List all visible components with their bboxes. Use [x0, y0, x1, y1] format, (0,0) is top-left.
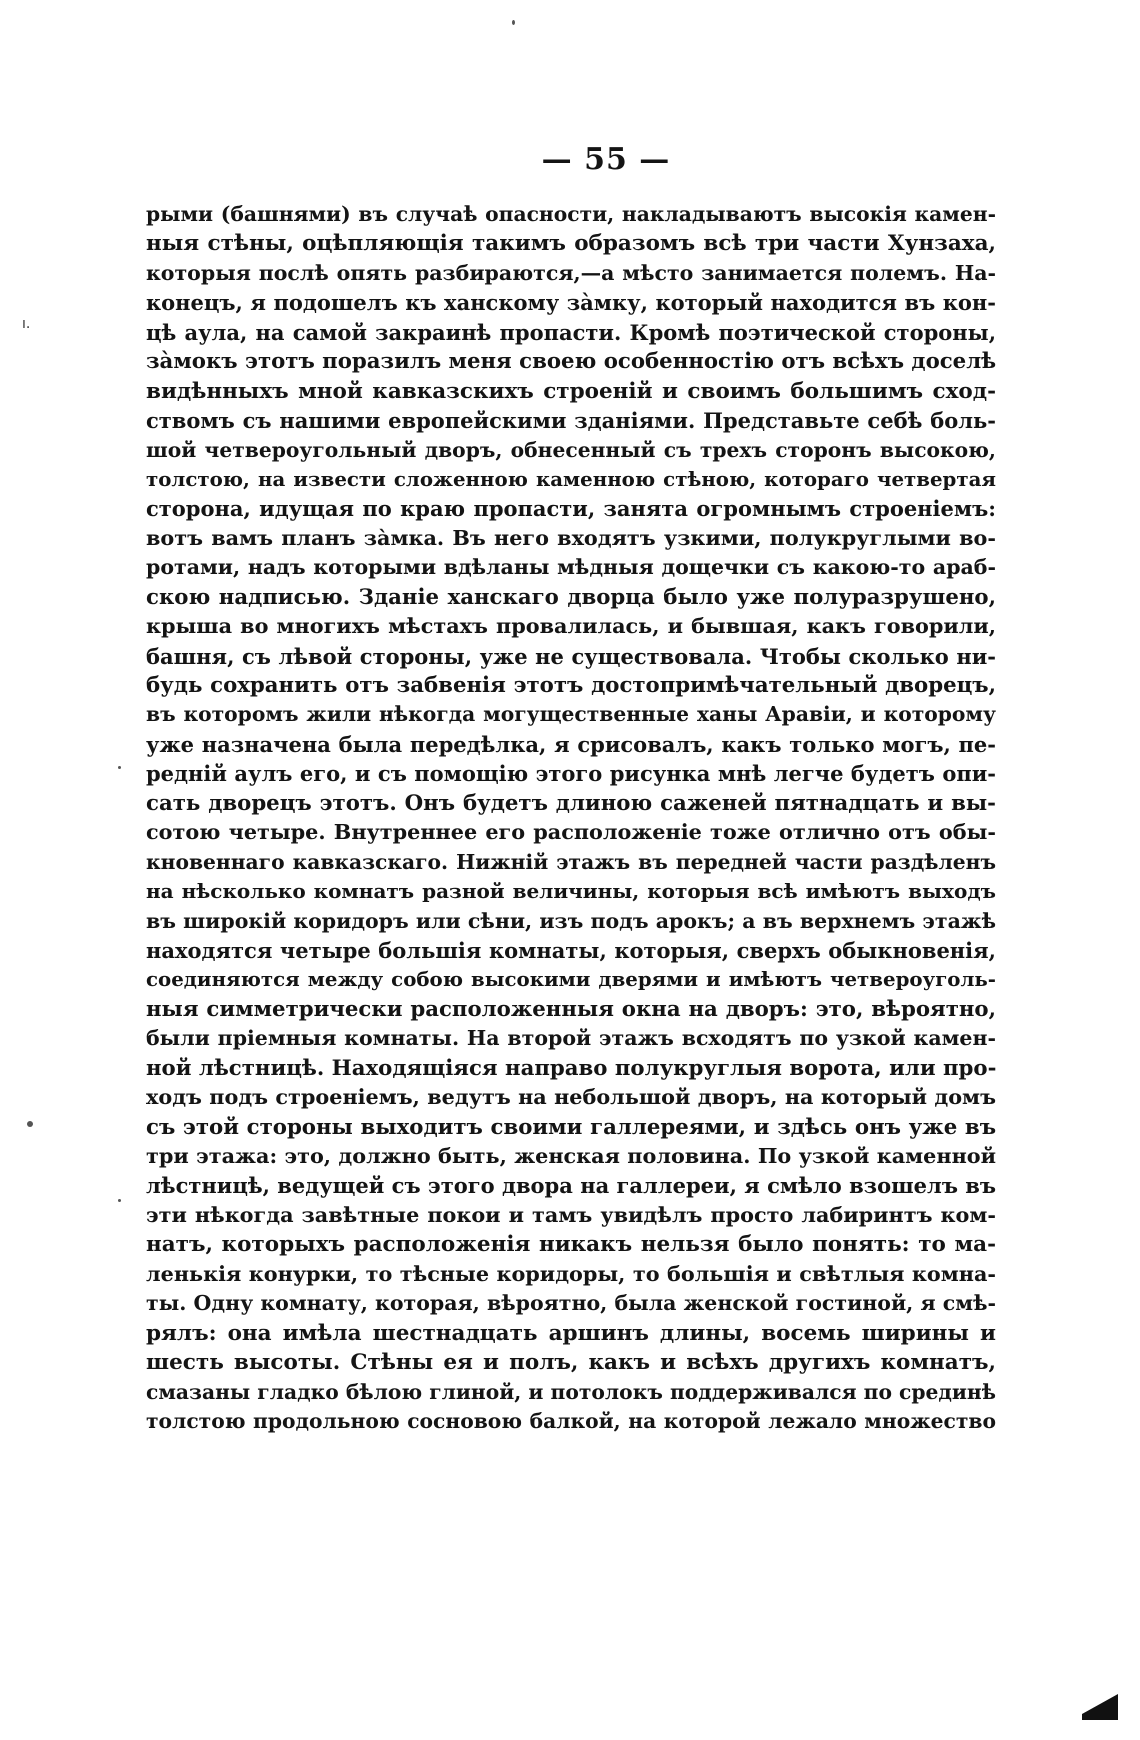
- text-line: которыя послѣ опять разбираются,—а мѣсто занимается полемъ. На-: [146, 260, 996, 285]
- text-line: съ этой стороны выходитъ своими галлереями, и здѣсь онъ уже въ: [146, 1114, 996, 1140]
- text-line: кновеннаго кавказскаго. Нижній этажъ въ передней части раздѣленъ: [146, 849, 996, 874]
- text-line: были пріемныя комнаты. На второй этажъ всходятъ по узкой камен-: [146, 1026, 996, 1051]
- text-line: на нѣсколько комнатъ разной величины, которыя всѣ имѣютъ выходъ: [146, 879, 996, 904]
- text-line: будь сохранить отъ забвенія этотъ достопримѣчательный дворецъ,: [146, 673, 996, 698]
- text-line: ходъ подъ строеніемъ, ведутъ на небольшой дворъ, на который домъ: [146, 1085, 996, 1110]
- margin-speck: [118, 1199, 121, 1202]
- text-line: три этажа: это, должно быть, женская половина. По узкой каменной: [146, 1144, 996, 1168]
- margin-speck: ı.: [22, 316, 31, 332]
- margin-speck: [27, 1121, 33, 1127]
- text-line: сторона, идущая по краю пропасти, занята огромнымъ строеніемъ:: [146, 496, 996, 522]
- text-line: рялъ: она имѣла шестнадцать аршинъ длины, восемь ширины и: [146, 1320, 996, 1346]
- text-line: эти нѣкогда завѣтные покои и тамъ увидѣлъ просто лабиринтъ ком-: [146, 1202, 996, 1227]
- text-line: скою надписью. Зданіе ханскаго дворца было уже полуразрушено,: [146, 584, 996, 610]
- text-line: находятся четыре большія комнаты, которыя, сверхъ обыкновенія,: [146, 937, 996, 963]
- text-line: ствомъ съ нашими европейскими зданіями. Представьте себѣ боль-: [146, 408, 996, 434]
- text-line: смазаны гладко бѣлою глиной, и потолокъ поддерживался по срединѣ: [146, 1379, 996, 1404]
- text-line: ротами, надъ которыми вдѣланы мѣдныя дощечки съ какою-то араб-: [146, 555, 996, 580]
- text-line: цѣ аула, на самой закраинѣ пропасти. Кромѣ поэтической стороны,: [146, 319, 996, 345]
- text-line: толстою, на извести сложенною каменною стѣною, котораго четвертая: [146, 466, 996, 491]
- text-line: ленькія конурки, то тѣсные коридоры, то большія и свѣтлыя комна-: [146, 1261, 996, 1286]
- text-line: натъ, которыхъ расположенія никакъ нельзя было понять: то ма-: [146, 1232, 996, 1258]
- text-line: соединяются между собою высокими дверями и имѣютъ четвероуголь-: [146, 967, 996, 992]
- margin-speck: [512, 20, 515, 25]
- text-line: ты. Одну комнату, которая, вѣроятно, была женской гостиной, я смѣ-: [146, 1291, 996, 1316]
- text-line: толстою продольною сосновою балкой, на которой лежало множество: [146, 1408, 996, 1433]
- text-line: крыша во многихъ мѣстахъ провалилась, и бывшая, какъ говорили,: [146, 614, 996, 639]
- text-line: шой четвероугольный дворъ, обнесенный съ трехъ сторонъ высокою,: [146, 437, 996, 462]
- text-line: видѣнныхъ мной кавказскихъ строеній и своимъ большимъ сход-: [146, 378, 996, 404]
- text-line: ной лѣстницѣ. Находящіяся направо полукруглыя ворота, или про-: [146, 1055, 997, 1081]
- text-line: сать дворецъ этотъ. Онъ будетъ длиною саженей пятнадцать и вы-: [146, 790, 996, 816]
- text-line: лѣстницѣ, ведущей съ этого двора на галлереи, я смѣло взошелъ въ: [146, 1173, 996, 1199]
- text-line: въ широкій коридоръ или сѣни, изъ подъ арокъ; а въ верхнемъ этажѣ: [146, 908, 996, 933]
- text-line: за̀мокъ этотъ поразилъ меня своею особенностію отъ всѣхъ доселѣ: [146, 349, 997, 375]
- text-line: ныя симметрически расположенныя окна на дворъ: это, вѣроятно,: [146, 996, 996, 1022]
- text-line: рыми (башнями) въ случаѣ опасности, накладываютъ высокія камен-: [146, 202, 996, 226]
- text-line: въ которомъ жили нѣкогда могущественные ханы Аравіи, и которому: [146, 702, 996, 727]
- text-line: сотою четыре. Внутреннее его расположеніе тоже отлично отъ обы-: [146, 820, 996, 845]
- text-line: уже назначена была передѣлка, я срисовалъ, какъ только могъ, пе-: [146, 731, 996, 757]
- corner-ink-mark: [1082, 1694, 1118, 1720]
- body-text: [146, 200, 996, 1436]
- text-line: редній аулъ его, и съ помощію этого рисунка мнѣ легче будетъ опи-: [146, 761, 996, 787]
- text-line: конецъ, я подошелъ къ ханскому за̀мку, который находится въ кон-: [146, 290, 996, 316]
- margin-speck: [118, 766, 121, 769]
- text-line: вотъ вамъ планъ за̀мка. Въ него входятъ узкими, полукруглыми во-: [146, 525, 996, 550]
- page-number: — 55 —: [541, 142, 671, 177]
- text-line: ныя стѣны, оцѣпляющія такимъ образомъ всѣ три части Хунзаха,: [146, 231, 996, 257]
- text-line: башня, съ лѣвой стороны, уже не существовала. Чтобы сколько ни-: [146, 643, 996, 669]
- text-line: шесть высоты. Стѣны ея и полъ, какъ и всѣхъ другихъ комнатъ,: [146, 1350, 996, 1376]
